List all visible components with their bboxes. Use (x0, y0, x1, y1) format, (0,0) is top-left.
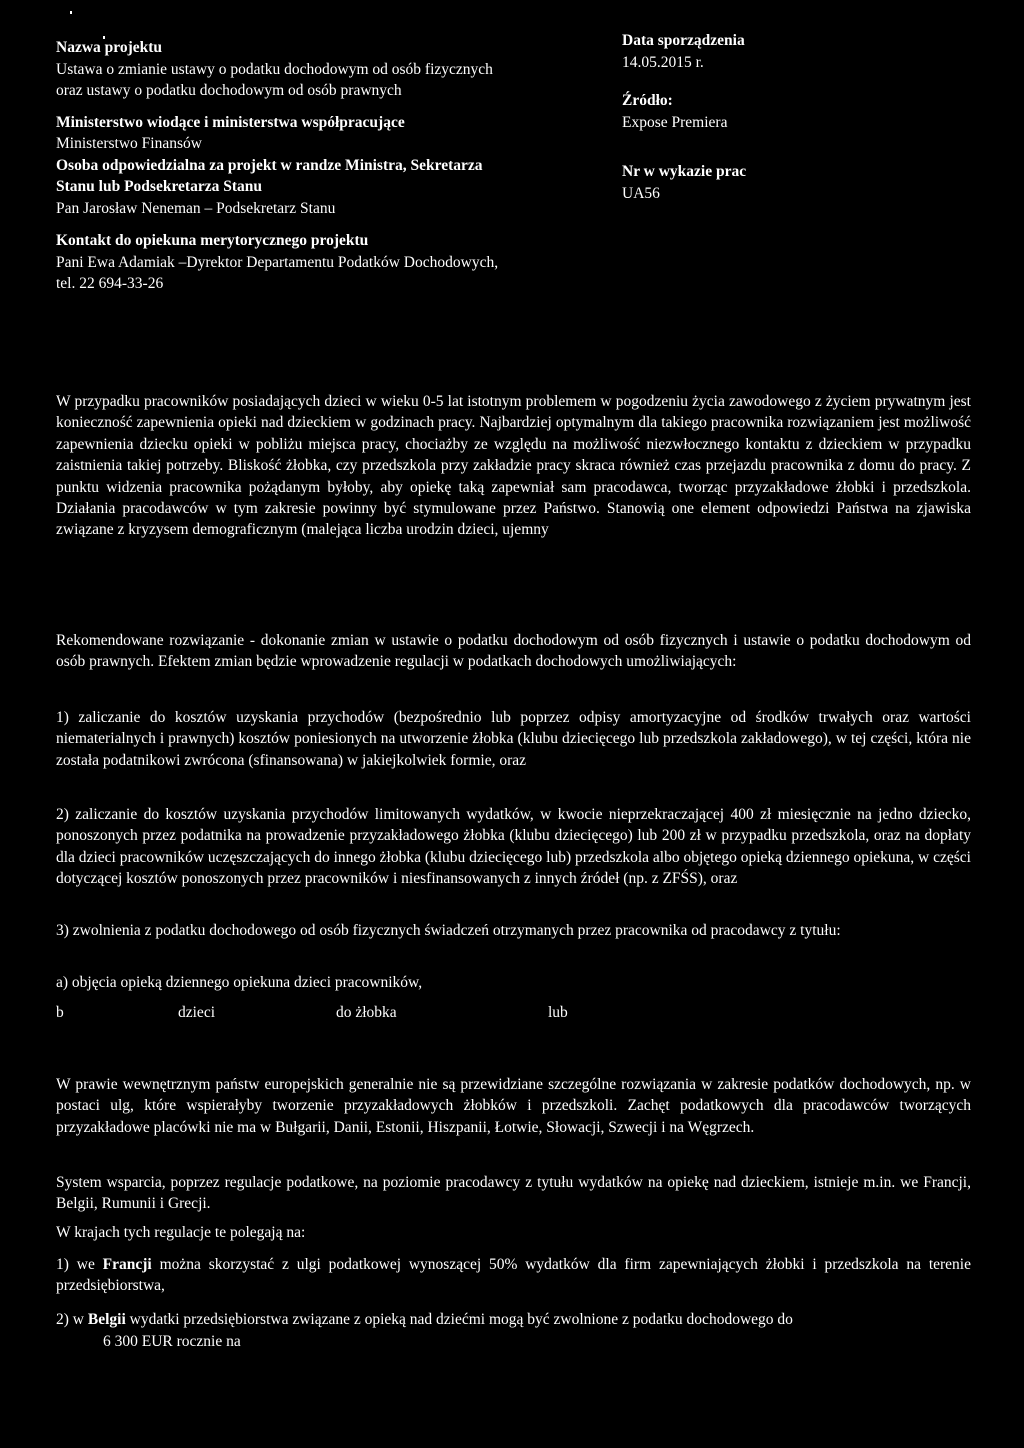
list-number-label: Nr w wykazie prac (622, 163, 747, 180)
belgium-item (56, 1309, 971, 1330)
contact-line: Pani Ewa Adamiak –Dyrektor Departamentu Podatków Dochodowych, (56, 253, 499, 271)
header-left (56, 37, 616, 295)
contact-line: tel. 22 694-33-26 (56, 275, 164, 292)
responsible-value: Pan Jarosław Neneman – Podsekretarz Stanu (56, 199, 336, 217)
ministry-label: Ministerstwo wiodące i ministerstwa współpracujące (56, 113, 405, 131)
project-name-line: Ustawa o zmianie ustawy o podatku dochodowym od osób fizycznych (56, 60, 493, 78)
ministry-value: Ministerstwo Finansów (56, 135, 202, 152)
scan-speck (70, 11, 72, 14)
regulations-intro: W krajach tych regulacje te polegają na: (56, 1224, 306, 1241)
france-country: Francji (102, 1256, 152, 1273)
list-item-3b-fragment: do żłobka (336, 1004, 397, 1021)
belgium-rest: wydatki przedsiębiorstwa związane z opieką nad dziećmi mogą być zwolnione z podatku dochodowego do (125, 1311, 793, 1328)
project-name-line: oraz ustawy o podatku dochodowym od osób prawnych (56, 82, 402, 99)
list-item-3: 3) zwolnienia z podatku dochodowego od osób fizycznych świadczeń otrzymanych przez pracownika od pracodawcy z tytułu: (56, 922, 841, 939)
date-label: Data sporządzenia (622, 32, 745, 49)
list-item-3b-fragment: lub (548, 1004, 568, 1021)
responsible-label-line: Stanu lub Podsekretarza Stanu (56, 178, 262, 195)
support-paragraph: System wsparcia, poprzez regulacje podatkowe, na poziomie pracodawcy z tytułu wydatków na opiekę nad dzieckiem, istnieje m.in. we Francji, Belgii, Rumunii i Grecji. (56, 1174, 971, 1213)
europe-paragraph: W prawie wewnętrznym państw europejskich generalnie nie są przewidziane szczególne rozwiązania w zakresie podatków dochodowych, np. w postaci ulg, które wspierałyby tworzenie przyzakładowych żłobków i przedszkoli. Zachęt podatkowych dla pracodawców tworzących przyzakładowe placówki nie ma w Bułgarii, Danii, Estonii, Hiszpanii, Łotwie, Słowacji, Szwecji i na Węgrzech. (56, 1076, 971, 1136)
belgium-country: Belgii (87, 1311, 126, 1328)
project-name-label: Nazwa projektu (56, 39, 163, 56)
recommended-solution-paragraph: Rekomendowane rozwiązanie - dokonanie zmian w ustawie o podatku dochodowym od osób fizycznych i ustawie o podatku dochodowym od osób prawnych. Efektem zmian będzie wprowadzenie regulacji w podatkach dochodowych umożliwiających: (56, 632, 971, 671)
list-item-3a: a) objęcia opieką dziennego opiekuna dzieci pracowników, (56, 974, 423, 991)
list-item-3b-fragment: dzieci (178, 1004, 216, 1021)
responsible-label-line: Osoba odpowiedzialna za projekt w randze Ministra, Sekretarza (56, 156, 483, 174)
list-item-2: 2) zaliczanie do kosztów uzyskania przychodów limitowanych wydatków, w kwocie nieprzekraczającej 400 zł miesięcznie na jedno dziecko, ponoszonych przez podatnika na prowadzenie przyzakładowego żłobka (klubu dziecięcego) lub 200 zł w przypadku przedszkola, oraz na dopłaty dla dzieci pracowników uczęszczających do innego żłobka (klubu dziecięcego lub) przedszkola albo objętego opieką dziennego opiekuna, w części dotyczącej kosztów ponoszonych przez pracowników i niesfinansowanych z innych źródeł (np. z ZFŚS), oraz (56, 806, 971, 888)
belgium-item-continuation: 6 300 EUR rocznie na (103, 1333, 241, 1350)
france-rest: można skorzystać z ulgi podatkowej wynoszącej 50% wydatków dla firm zapewniających żłobki i przedszkola na terenie przedsiębiorstwa, (56, 1256, 971, 1295)
problem-paragraph: W przypadku pracowników posiadających dzieci w wieku 0-5 lat istotnym problemem w pogodzeniu życia zawodowego z życiem prywatnym jest konieczność zapewnienia opieki nad dzieckiem w godzinach pracy. Najbardziej optymalnym dla takiego pracownika rozwiązaniem jest możliwość zapewnienia dziecku opieki w pobliżu miejsca pracy, chociażby ze względu na możliwość niezwłocznego kontaktu z dzieckiem w przypadku zaistnienia takiej potrzeby. Bliskość żłobka, czy przedszkola przy zakładzie pracy skraca również czas przejazdu pracownika z domu do pracy. Z punktu widzenia pracownika pożądanym byłoby, aby opiekę taką zapewniał sam pracodawca, tworząc przyzakładowe żłobki i przedszkola. Działania pracodawców w tym zakresie powinny być stymulowane przez Państwo. Stanowią one element odpowiedzi Państwa na zjawiska związane z kryzysem demograficznym (malejąca liczba urodzin dzieci, ujemny (56, 393, 971, 539)
list-number-value: UA56 (622, 184, 660, 202)
france-prefix: 1) we (56, 1256, 103, 1273)
list-item-3b-fragment: b (56, 1004, 64, 1021)
source-value: Expose Premiera (622, 113, 728, 131)
header-right (622, 30, 1002, 204)
france-item (56, 1254, 971, 1297)
contact-label: Kontakt do opiekuna merytorycznego projektu (56, 232, 369, 249)
belgium-prefix: 2) w (56, 1311, 88, 1328)
list-item-1: 1) zaliczanie do kosztów uzyskania przychodów (bezpośrednio lub poprzez odpisy amortyzacyjne od środków trwałych oraz wartości niematerialnych i prawnych) kosztów poniesionych na utworzenie żłobka (klubu dziecięcego lub przedszkola zakładowego), w tej części, która nie została podatnikowi zwrócona (sfinansowana) w jakiejkolwiek formie, oraz (56, 709, 971, 769)
date-value: 14.05.2015 r. (622, 53, 704, 71)
source-label: Źródło: (622, 92, 673, 109)
